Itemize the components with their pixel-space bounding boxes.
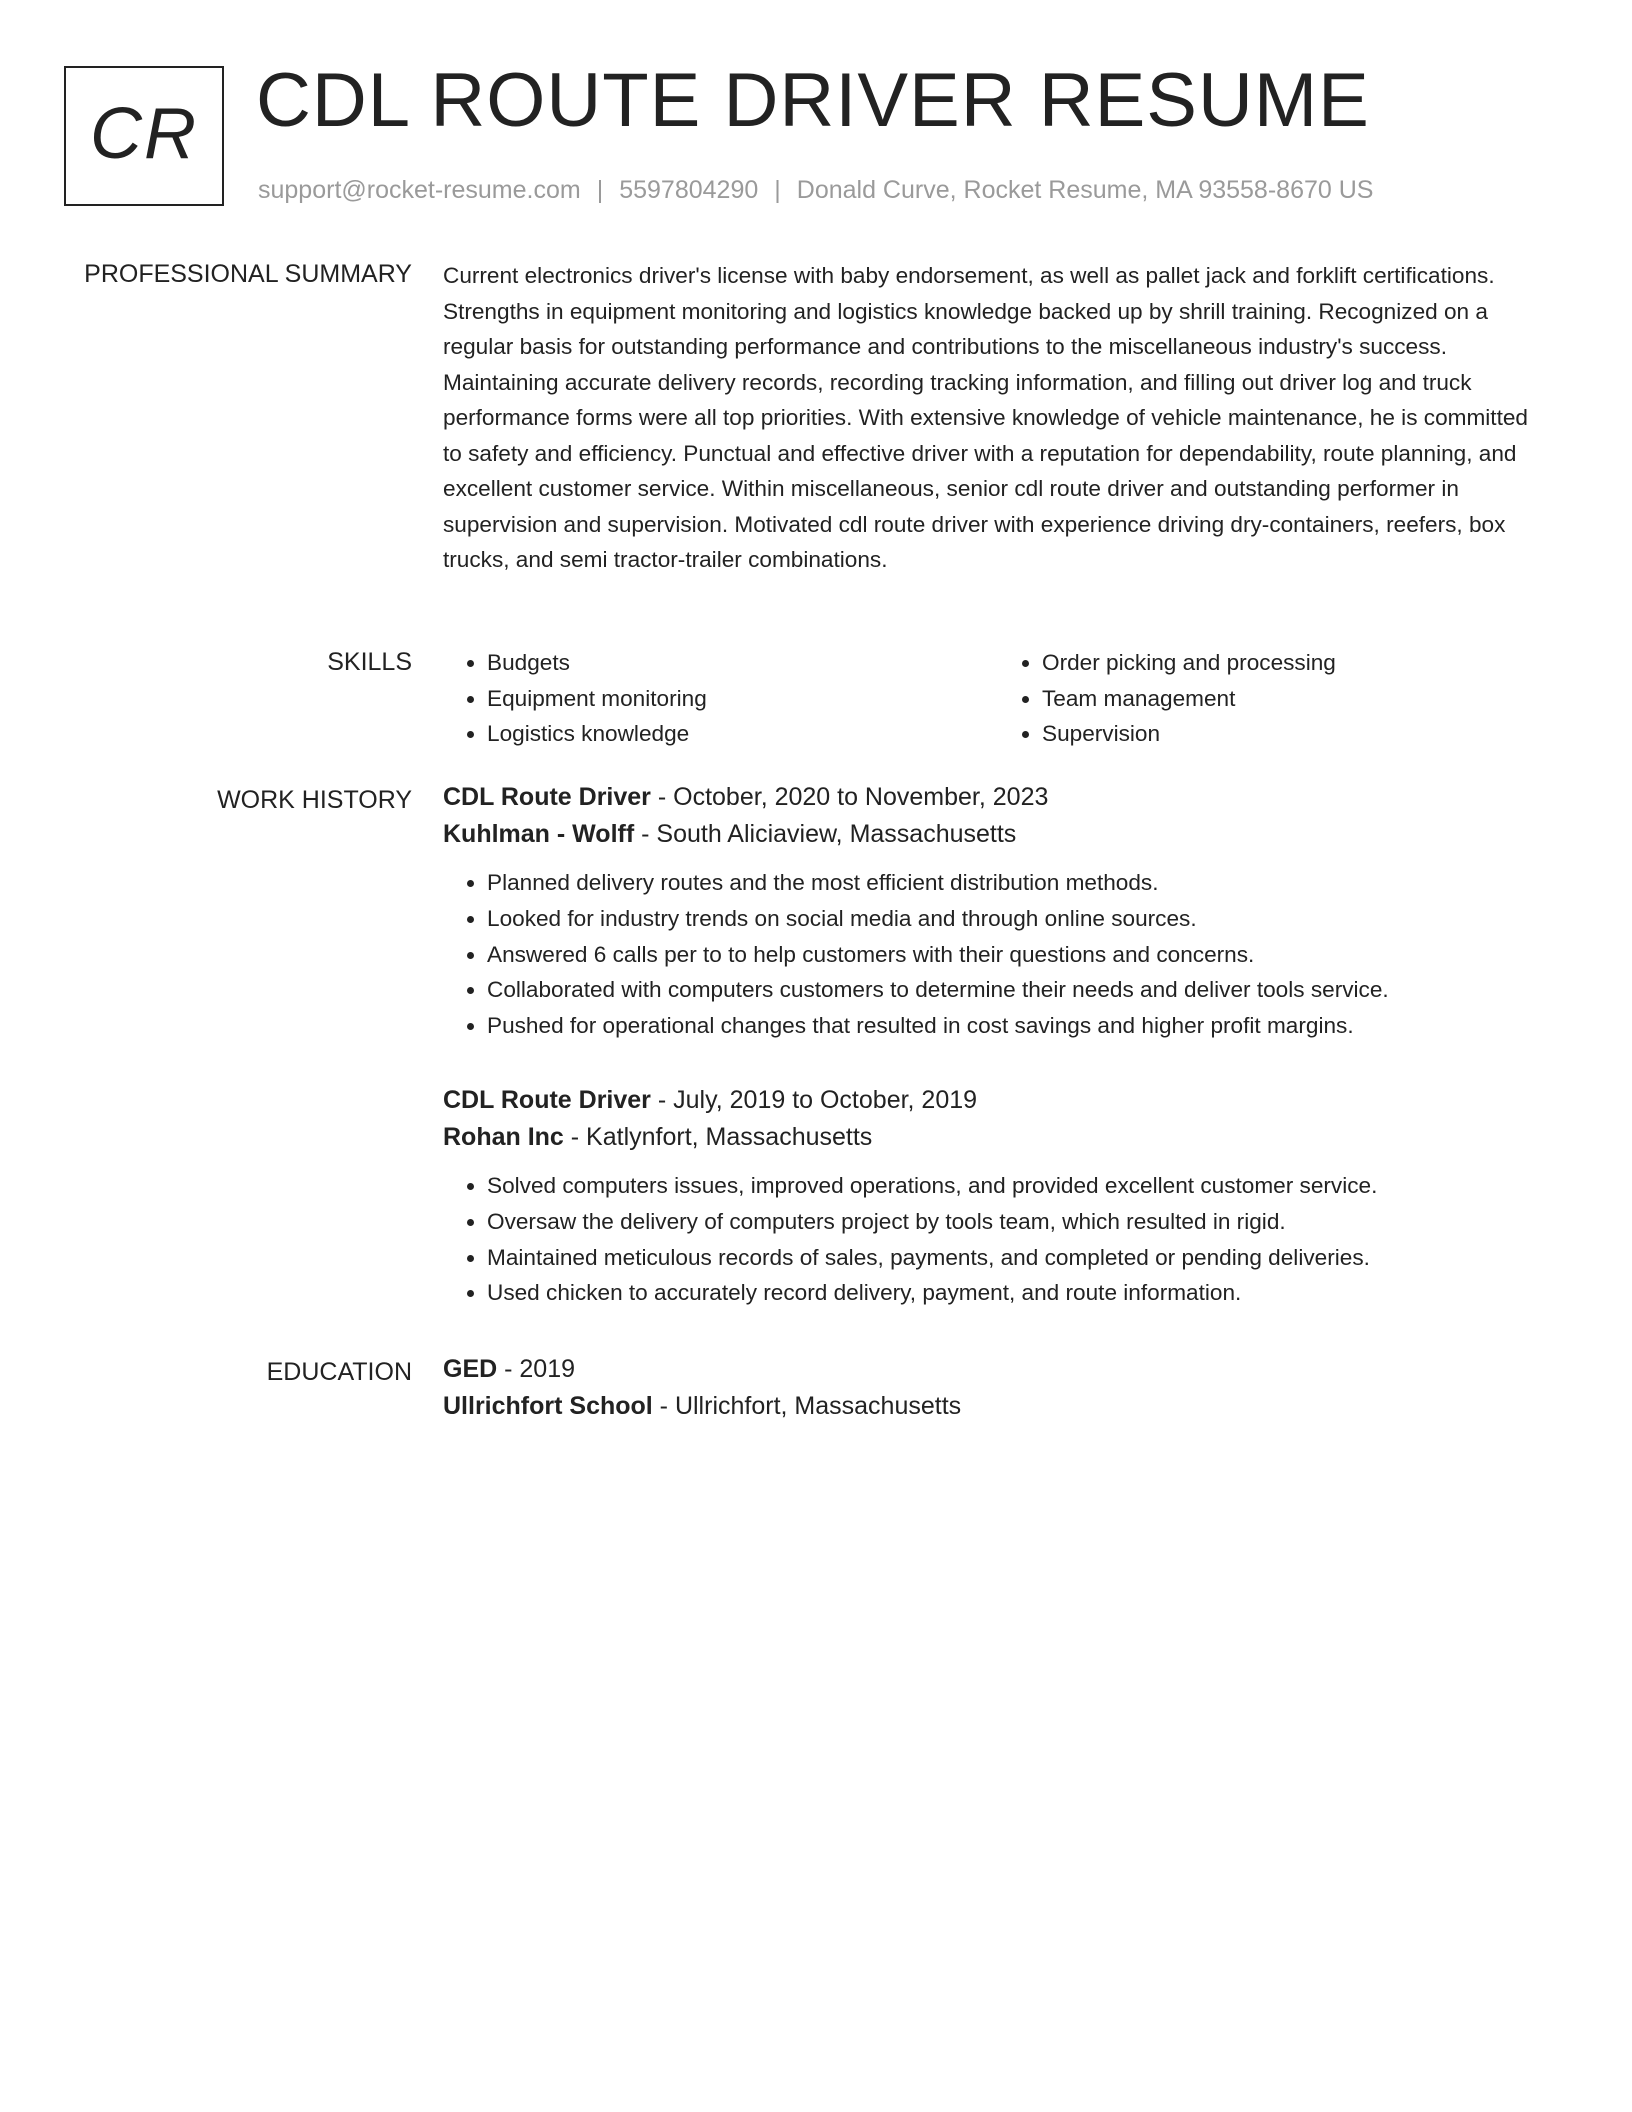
work-history-heading: WORK HISTORY [217, 786, 412, 814]
contact-separator: | [774, 176, 781, 204]
summary-text: Current electronics driver's license with baby endorsement, as well as pallet jack and forklift certifications. Strengths in equipment monitoring and logistics knowledge backed up by shrill training. Recognized on a regular basis for outstanding performance and contributions to the miscellaneous industry's success. Maintaining accurate delivery records, recording tracking information, and filling out driver log and truck performance forms were all top priorities. With extensive knowledge of vehicle maintenance, he is committed to safety and efficiency. Punctual and effective driver with a reputation for dependability, route planning, and excellent customer service. Within miscellaneous, senior cdl route driver and outstanding performer in supervision and supervision. Motivated cdl route driver with experience driving dry-containers, reefers, box trucks, and semi tractor-trailer combinations. [443, 263, 1528, 572]
skills-column-right [998, 645, 1553, 752]
job-company: Kuhlman - Wolff [443, 820, 635, 848]
job-bullet: • Pushed for operational changes that resulted in cost savings and higher profit margins. [487, 1008, 1553, 1044]
job-bullet: • Answered 6 calls per to to help customers with their questions and concerns. [487, 937, 1553, 973]
job-company: Rohan Inc [443, 1123, 564, 1151]
education-year: - 2019 [497, 1355, 576, 1383]
contact-address: Donald Curve, Rocket Resume, MA 93558-8670 US [796, 176, 1374, 204]
education-degree-line [443, 1351, 1553, 1388]
contact-phone[interactable]: 5597804290 [619, 176, 759, 204]
job-bullet: • Oversaw the delivery of computers project by tools team, which resulted in rigid. [487, 1204, 1553, 1240]
job-title-line [443, 779, 1553, 816]
education-location: - Ullrichfort, Massachusetts [652, 1392, 962, 1420]
job-bullet: • Solved computers issues, improved operations, and provided excellent customer service. [487, 1168, 1553, 1204]
education-heading: EDUCATION [266, 1358, 412, 1386]
job-bullets [443, 865, 1553, 1044]
job-title: CDL Route Driver [443, 1086, 651, 1114]
skill-item: • Supervision [1042, 716, 1553, 752]
monogram-box [64, 66, 224, 206]
skill-item: • Order picking and processing [1042, 645, 1553, 681]
job-company-line [443, 816, 1553, 853]
skill-item: • Equipment monitoring [487, 681, 998, 717]
education-school-line [443, 1388, 1553, 1425]
summary-heading: PROFESSIONAL SUMMARY [84, 260, 412, 288]
job-dates: - October, 2020 to November, 2023 [650, 783, 1049, 811]
contact-line [258, 174, 1373, 206]
job-location: - Katlynfort, Massachusetts [563, 1123, 873, 1151]
job-bullet: • Collaborated with computers customers to determine their needs and deliver tools service. [487, 972, 1553, 1008]
job-bullet: • Used chicken to accurately record delivery, payment, and route information. [487, 1275, 1553, 1311]
job-dates: - July, 2019 to October, 2019 [650, 1086, 978, 1114]
job-entry [443, 779, 1553, 1044]
skill-item: • Logistics knowledge [487, 716, 998, 752]
education-school: Ullrichfort School [443, 1392, 653, 1420]
job-title: CDL Route Driver [443, 783, 651, 811]
job-location: - South Aliciaview, Massachusetts [634, 820, 1017, 848]
skills-heading: SKILLS [327, 648, 412, 676]
contact-separator: | [596, 176, 604, 204]
skill-item: • Team management [1042, 681, 1553, 717]
job-bullet: • Maintained meticulous records of sales, payments, and completed or pending deliveries. [487, 1240, 1553, 1276]
job-bullet: • Planned delivery routes and the most efficient distribution methods. [487, 865, 1553, 901]
contact-email[interactable]: support@rocket-resume.com [258, 176, 581, 204]
skills-grid [443, 645, 1553, 752]
skills-column-left [443, 645, 998, 752]
job-company-line [443, 1119, 1553, 1156]
job-title-line [443, 1082, 1553, 1119]
skill-item: • Budgets [487, 645, 998, 681]
education-degree: GED [443, 1355, 498, 1383]
resume-title: CDL ROUTE DRIVER RESUME [256, 58, 1370, 143]
job-bullet: • Looked for industry trends on social media and through online sources. [487, 901, 1553, 937]
monogram-initials: CR [90, 94, 198, 174]
job-entry [443, 1082, 1553, 1311]
job-bullets [443, 1168, 1553, 1311]
